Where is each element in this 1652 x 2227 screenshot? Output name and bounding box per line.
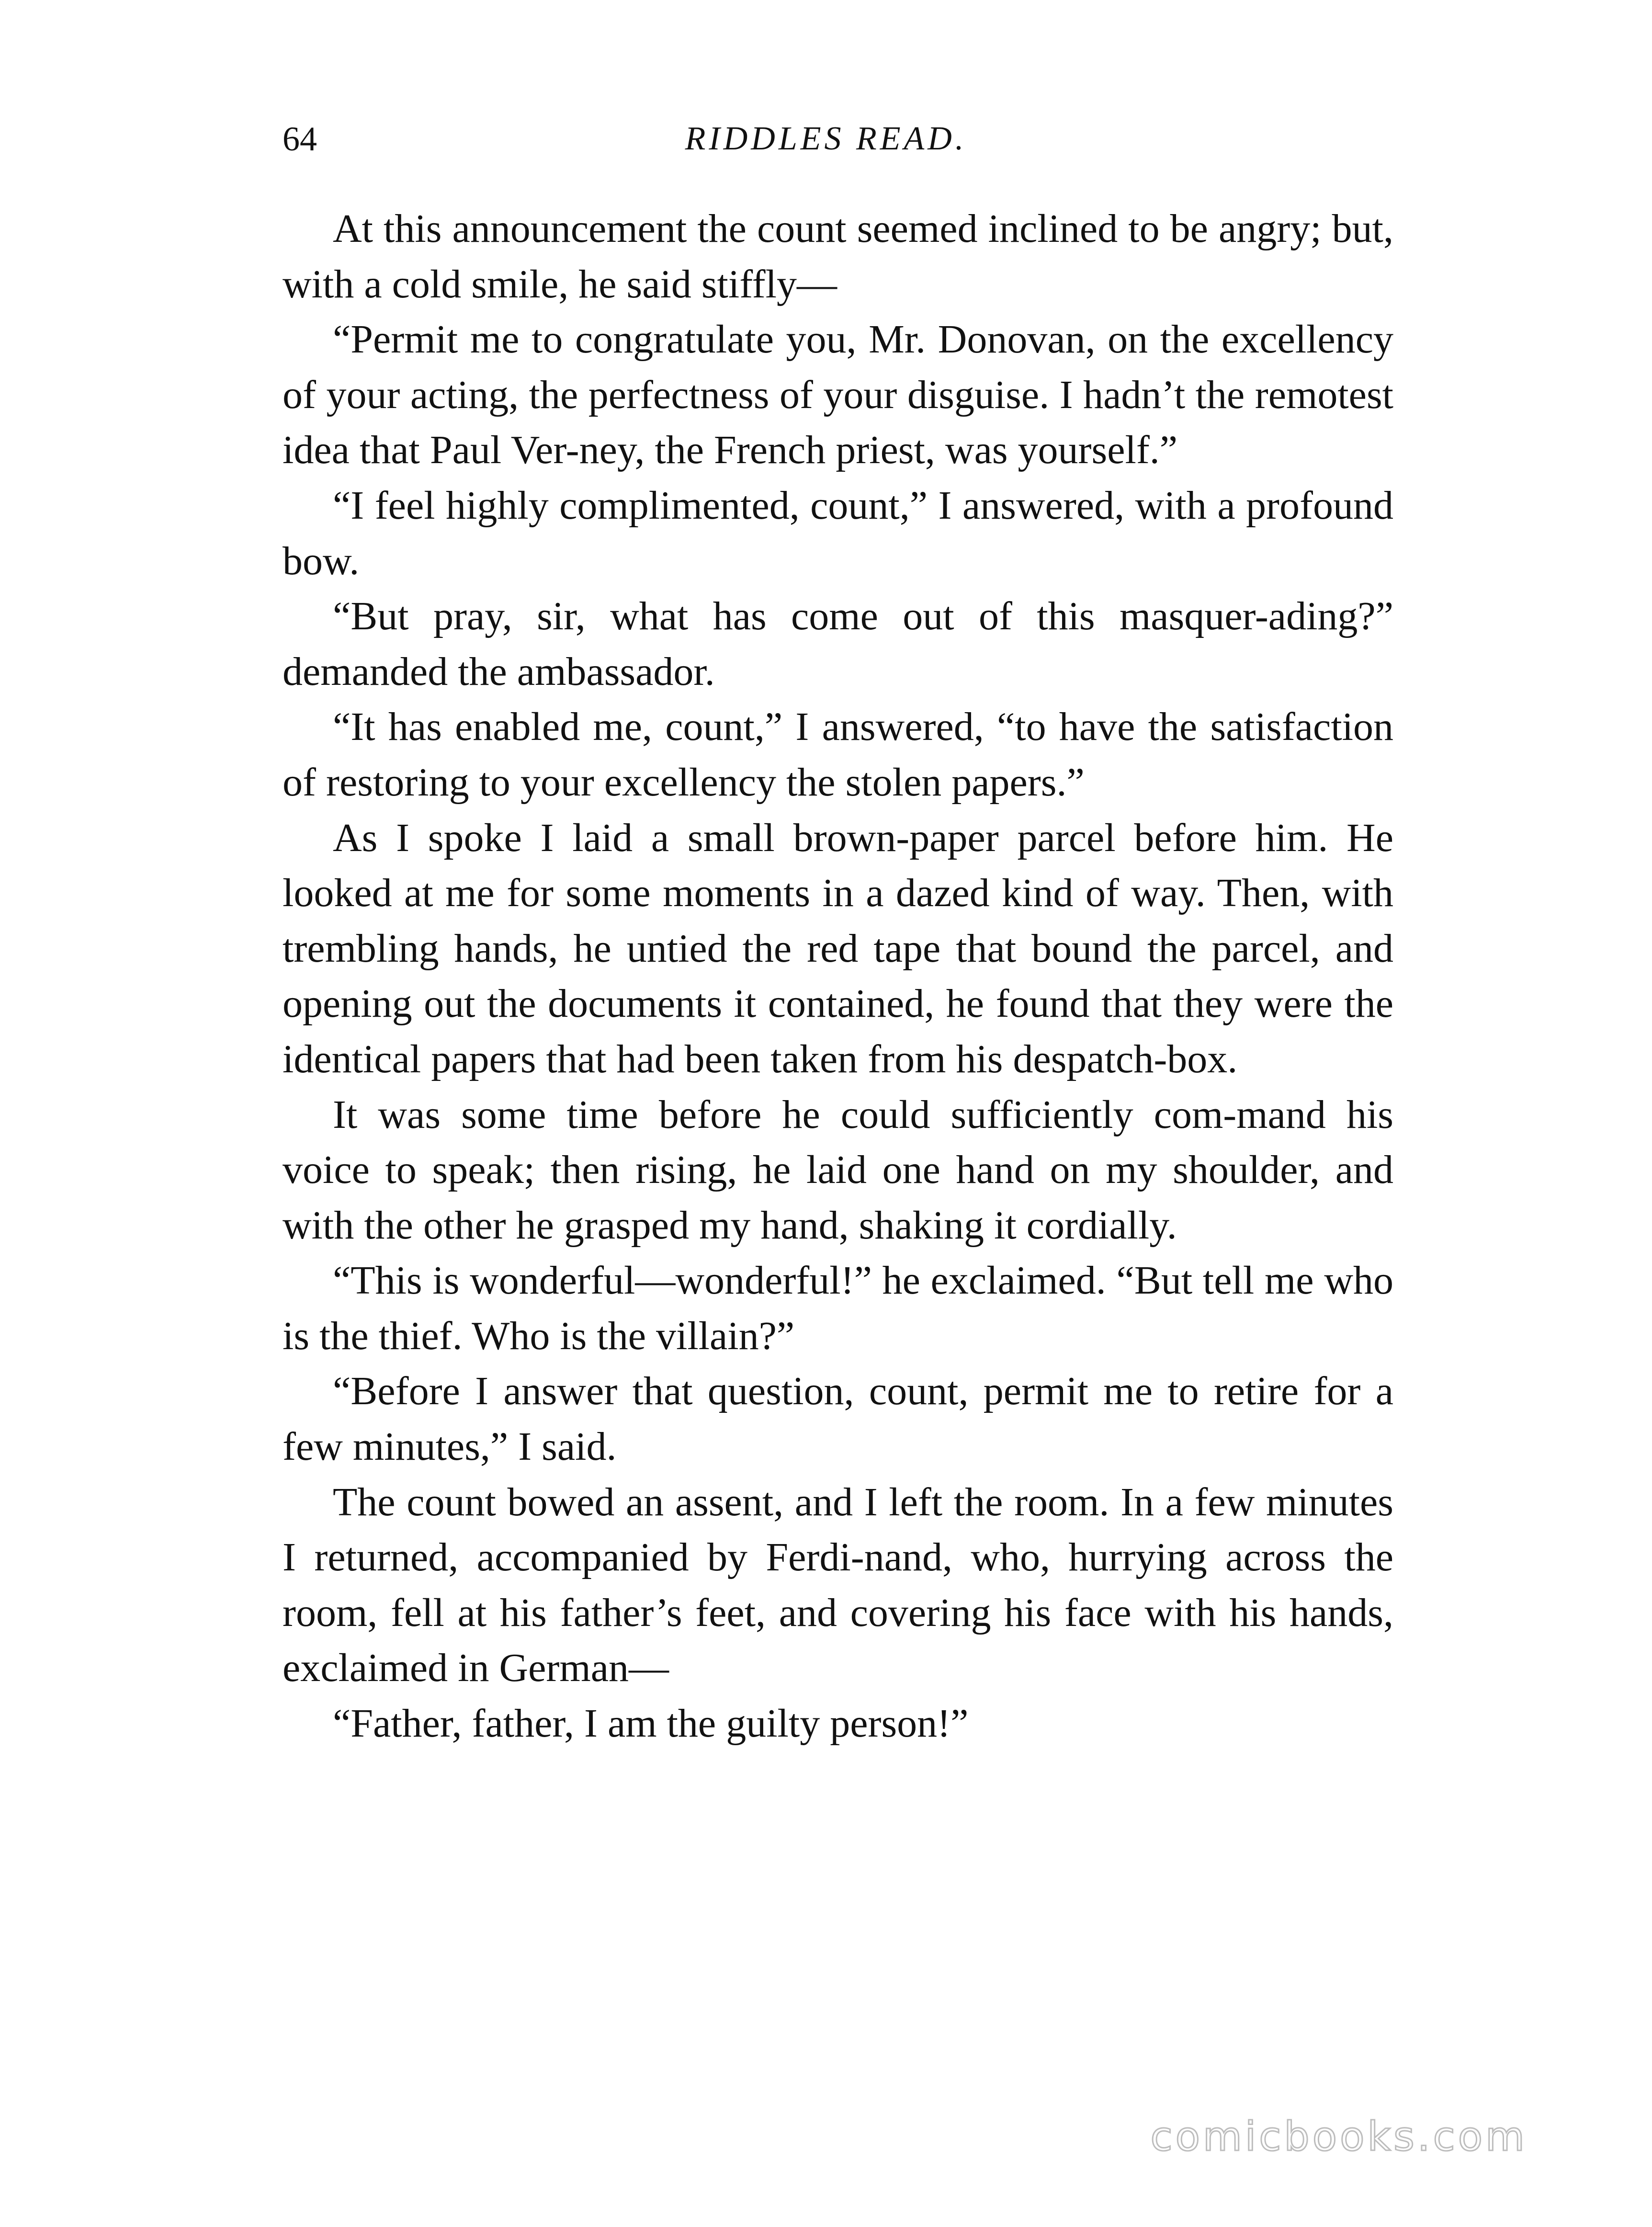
watermark: comicbooks.com bbox=[1150, 2113, 1528, 2160]
paragraph: “Permit me to congratulate you, Mr. Donovan, on the excellency of your acting, the perfectness of your disguise. I hadn’t the remotest idea that Paul Ver-ney, the French priest, was yourself.” bbox=[283, 317, 1393, 473]
paragraph: As I spoke I laid a small brown-paper parcel before him. He looked at me for some moments in a dazed kind of way. Then, with trembling hands, he untied the red tape that bound the parcel, and opening out the documents it contained, he found that they were the identical papers that had been taken from his despatch-box. bbox=[283, 815, 1393, 1081]
paragraph: At this announcement the count seemed inclined to be angry; but, with a cold smile, he said stiffly— bbox=[283, 206, 1393, 307]
paragraph: The count bowed an assent, and I left the room. In a few minutes I returned, accompanied by Ferdi-nand, who, hurrying across the room, fell at his father’s feet, and covering his face with his hands, exclaimed in German— bbox=[283, 1479, 1393, 1691]
paragraph: “Before I answer that question, count, permit me to retire for a few minutes,” I said. bbox=[283, 1369, 1393, 1469]
paragraph: It was some time before he could sufficiently com-mand his voice to speak; then rising, he laid one hand on my shoulder, and with the other he grasped my hand, shaking it cordially. bbox=[283, 1092, 1393, 1248]
paragraph: “But pray, sir, what has come out of this masquer-ading?” demanded the ambassador. bbox=[283, 594, 1393, 694]
running-title: RIDDLES READ. bbox=[685, 120, 967, 157]
paragraph: “This is wonderful—wonderful!” he exclaimed. “But tell me who is the thief. Who is the villain?” bbox=[283, 1258, 1393, 1358]
paragraph: “It has enabled me, count,” I answered, “to have the satisfaction of restoring to your excellency the stolen papers.” bbox=[283, 704, 1393, 805]
paragraph: “I feel highly complimented, count,” I answered, with a profound bow. bbox=[283, 483, 1393, 583]
page-number: 64 bbox=[283, 120, 317, 158]
body-text bbox=[283, 201, 1393, 1751]
paragraph: “Father, father, I am the guilty person!” bbox=[333, 1701, 969, 1746]
page-header bbox=[0, 113, 1652, 165]
